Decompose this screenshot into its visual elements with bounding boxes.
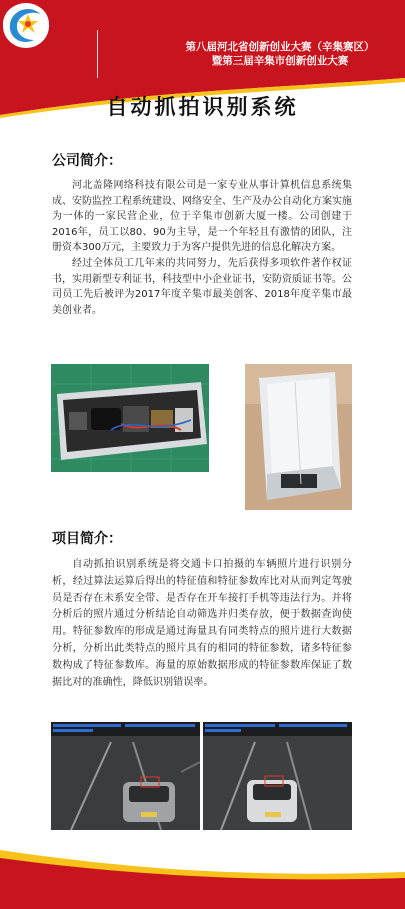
camera-housing-closed-photo [245,364,352,510]
company-paragraph-2: 经过全体员工几年来的共同努力，先后获得多项软件著作权证书，实用新型专利证书，科技型中小企业证书，安防资质证书等。公司员工先后被评为2017年度辛集市最美创客、2018年度辛集市最美创业者。 [52,257,352,316]
project-paragraph: 自动抓拍识别系统是将交通卡口拍摄的车辆照片进行识别分析，经过算法运算后得出的特征值和特征参数库比对从而判定驾驶员是否存在未系安全带、是否存在开车接打手机等违法行为。并将分析后的照片通过分析结论自动筛选并归类存放，便于数据查询使用。特征参数库的形成是通过海量具有同类特点的照片进行大数据分析，分析出此类特点的照片具有的相同的特征参数，诸多特征参数构成了特征参数库。海量的原始数据形成的特征参数库保证了数据比对的准确性，降低识别错误率。 [52,559,352,688]
traffic-capture-photo-2 [203,722,352,830]
project-heading: 项目简介： [52,531,122,547]
company-paragraph-1: 河北盖隆网络科技有限公司是一家专业从事计算机信息系统集成、安防监控工程系统建设、网络安全、生产及办公自动化方案实施为一体的一家民营企业，位于辛集市创新大厦一楼。公司创建于2016年，员工以80、90为主导，是一个年轻且有激情的团队，注册资本300万元，主要致力于为客户提供先进的信息化解决方案。 [52,180,352,254]
footer-swoosh [0,850,405,909]
camera-housing-open-photo [51,364,209,472]
contest-line-2: 暨第三届辛集市创新创业大赛 [211,55,349,67]
contest-name [160,40,400,68]
city-logo-icon [0,0,52,50]
page-title: 自动抓拍识别系统 [106,95,299,119]
company-intro [52,178,352,318]
traffic-capture-photo-1 [51,722,200,830]
logo-divider [97,30,98,78]
project-intro [52,557,352,691]
contest-line-1: 第八届河北省创新创业大赛（辛集赛区） [185,41,375,53]
company-heading: 公司简介： [52,153,122,169]
